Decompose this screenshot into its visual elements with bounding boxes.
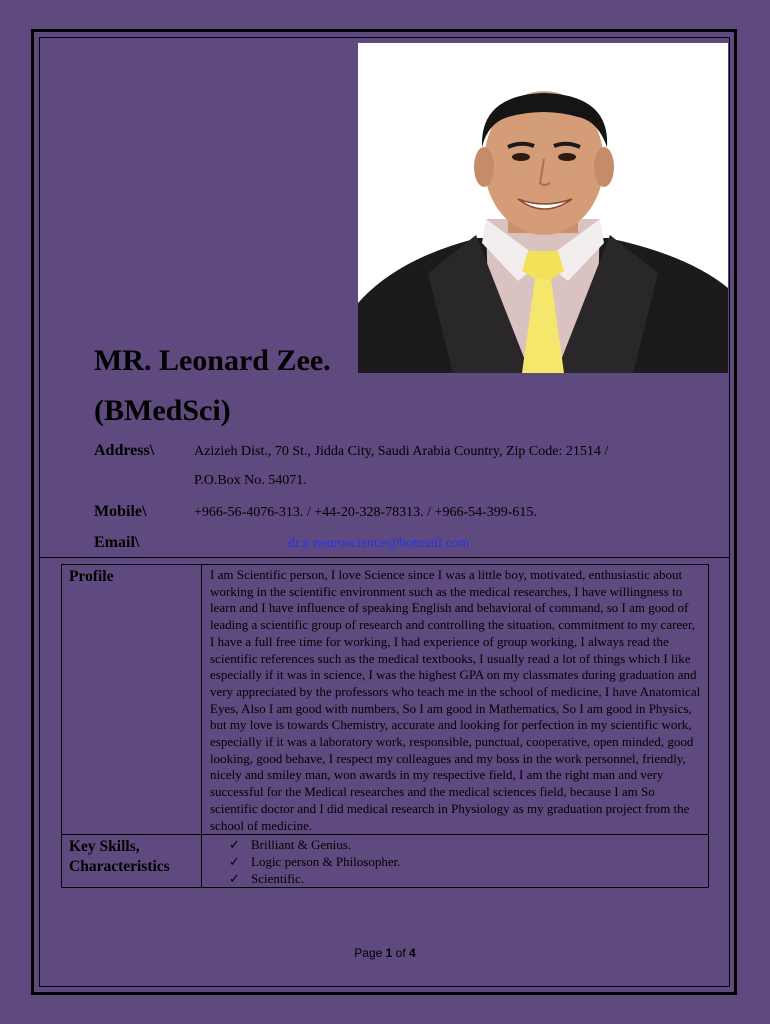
page-footer	[0, 946, 770, 960]
candidate-degree: (BMedSci)	[94, 394, 231, 427]
list-item	[229, 837, 702, 854]
check-icon: ✓	[229, 853, 240, 869]
skills-list	[210, 837, 702, 887]
of-word: of	[395, 946, 406, 960]
page-word: Page	[354, 946, 383, 960]
skills-heading-line-1: Key Skills,	[69, 838, 140, 856]
skills-heading	[62, 835, 202, 888]
address-label: Address\	[94, 442, 155, 459]
skill-label: Scientific.	[251, 870, 305, 886]
page-current: 1	[385, 946, 393, 960]
profile-photo	[358, 43, 728, 373]
profile-table	[61, 564, 709, 888]
section-divider	[40, 557, 730, 558]
skill-label: Logic person & Philosopher.	[251, 853, 401, 869]
skills-cell	[202, 835, 709, 888]
list-item	[229, 854, 702, 871]
mobile-value: +966-56-4076-313. / +44-20-328-78313. / +966-54-399-615.	[194, 505, 537, 520]
list-item	[229, 871, 702, 888]
mobile-label: Mobile\	[94, 503, 147, 520]
candidate-name: MR. Leonard Zee.	[94, 344, 331, 377]
email-link[interactable]: dr.z-neuroscience@hotmail.com	[288, 536, 470, 551]
skill-label: Brilliant & Genius.	[251, 837, 352, 853]
check-icon: ✓	[229, 870, 240, 886]
skills-row	[62, 835, 709, 888]
profile-text: I am Scientific person, I love Science since I was a little boy, motivated, enthusiastic about working in the scientific environment such as the medical researches, I have willingness to learn and I have influence of speaking English and behavioral of command, so I am good of leading a scientific group of research and controlling the situation, commitment to my career, I have a full free time for working, I had experience of group working, I always read the scientific references such as the medical textbooks, I usually read a lot of things which I like especially if it was in science, I was the highest GPA on my classmates during graduation and very appreciated by the professors who teach me in the school of medicine, I have Anatomical Eyes, Also I am good with numbers, So I am good in Mathematics, So I am good in Physics, but my love is towards Chemistry, accurate and looking for perfection in my scientific work, especially if it was a laboratory work, responsible, punctual, cooperative, open minded, good looking, good behave, I respect my colleagues and my boss in the work personnel, friendly, nicely and smiley man, won awards in my respective field, I am the right man and very successful for the Medical researches and the medical sciences field, because I am So scientific doctor and I did medical research in Physiology as my graduation project from the school of medicine.	[202, 565, 709, 835]
skills-heading-line-2: Characteristics	[69, 858, 170, 876]
page-total: 4	[409, 946, 416, 960]
profile-heading: Profile	[62, 565, 202, 835]
email-label: Email\	[94, 534, 140, 551]
address-line-1: Azizieh Dist., 70 St., Jidda City, Saudi Arabia Country, Zip Code: 21514 /	[194, 444, 609, 459]
profile-row	[62, 565, 709, 835]
address-line-2: P.O.Box No. 54071.	[194, 473, 307, 488]
portrait-image	[358, 43, 728, 373]
check-icon: ✓	[229, 837, 240, 853]
